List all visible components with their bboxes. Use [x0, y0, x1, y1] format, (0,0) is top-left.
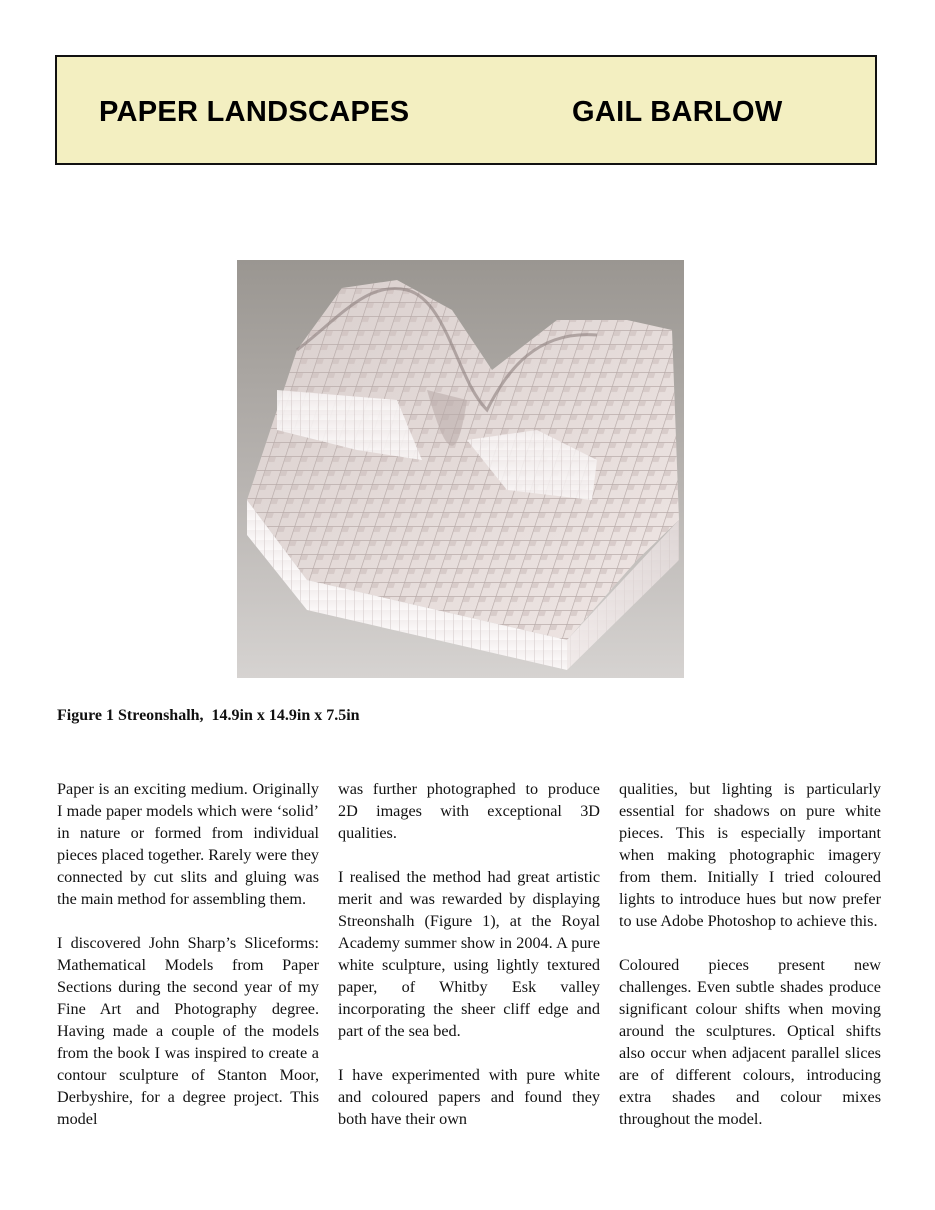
paragraph: I realised the method had great artistic merit and was rewarded by displaying Streonshalh (Figure 1), at the Royal Academy summer show in 2004. A pure white sculpture, using lightly textured paper, of Whitby Esk valley incorporating the sheer cliff edge and part of the sea bed.	[338, 868, 600, 1040]
paragraph: Paper is an exciting medium. Originally I made paper models which were ‘solid’ in nature or formed from individual pieces placed together. Rarely were they connected by cut slits and gluing was the main method for assembling them.	[57, 780, 319, 908]
paragraph: I have experimented with pure white and coloured papers and found they both have their own	[338, 1066, 600, 1128]
text-column-2	[338, 778, 600, 1130]
text-column-1	[57, 778, 319, 1130]
text-column-3	[619, 778, 881, 1130]
figure-photo	[237, 260, 684, 678]
figure-caption: Figure 1 Streonshalh, 14.9in x 14.9in x 7.5in	[57, 707, 360, 724]
paper-sculpture-image	[237, 260, 684, 678]
paragraph: I discovered John Sharp’s Sliceforms: Mathematical Models from Paper Sections during the second year of my Fine Art and Photography degree. Having made a couple of the models from the book I was inspired to create a contour sculpture of Stanton Moor, Derbyshire, for a degree project. This model	[57, 934, 319, 1128]
paragraph: Coloured pieces present new challenges. Even subtle shades produce significant colour shifts when moving around the sculptures. Optical shifts also occur when adjacent parallel slices are of different colours, introducing extra shades and colour mixes throughout the model.	[619, 956, 881, 1128]
author-name: GAIL BARLOW	[572, 96, 783, 128]
header-banner	[55, 55, 877, 165]
page-title: PAPER LANDSCAPES	[99, 96, 410, 128]
paragraph: qualities, but lighting is particularly essential for shadows on pure white pieces. This is especially important when making photographic imagery from them. Initially I tried coloured lights to introduce hues but now prefer to use Adobe Photoshop to achieve this.	[619, 780, 881, 930]
paragraph: was further photographed to produce 2D images with exceptional 3D qualities.	[338, 780, 600, 842]
